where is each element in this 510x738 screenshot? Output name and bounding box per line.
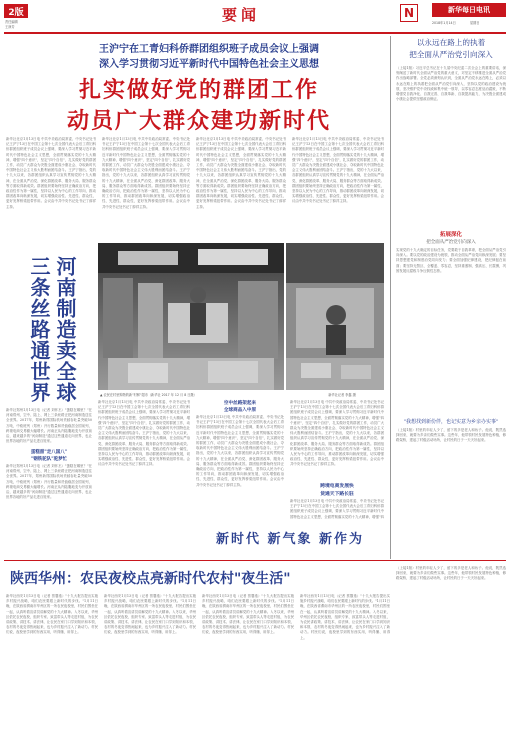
banner-subhead-b: 全球商品入中原: [223, 408, 257, 413]
lead-body-col-2b: 新华社北京1月13日电 中共中央政治局常委、中央书记处书记王沪宁13日在中国工会第十七次全国代表大会后工青妇科侨群团组织班子成员会议上强调，要深入学习贯彻习近平新时代中国特色社会主义思想，全面贯彻落实党的十九大精神，增强"四个意识"，坚定"四个自信"，扎实做好党的群团工作，动员广大群众为决胜全面建成小康社会、夺取新时代中国特色社会主义伟大胜利而团结奋斗。王沪宁指出，党的十九大以来，各群团组织认真学习宣传贯彻党的十九大精神，在全面从严治党、深化群团改革、服务大局、服务群众等方面取得新成效。群团组织要始终坚持正确政治方向，把政治性作为第一属性，坚持以人民为中心的工作导向，推动群团改革向纵深发展，切实增强政治性、先进性、群众性，更好发挥桥梁纽带作用。会议由中共中央书记处书记丁薛祥主持。: [98, 400, 190, 467]
mid-article-body: （上接1版）村里的年轻人少了，留下的多是老人和孩子。他说，既然选择回来，就要为乡亲们做些实事。这些年，他带领村民发展特色种植，修路架桥，建起了村级活动场所，让村民的日子一天天好起来。: [396, 428, 506, 443]
banner-subhead-a: 空中丝路架起来: [223, 401, 257, 406]
section-title: 要闻: [222, 6, 261, 24]
photo-caption-right: 新华社记者 李鑫 摄: [328, 393, 356, 397]
commentary-title-1: 以永远在路上的执着: [416, 38, 486, 47]
subsection-body: 实现党的十九大确定的目标任务，党要敢于自我革命，把全面从严治党引向深入。要以党的政治建设为统领，推动全面从严治党向纵深发展；要坚持思想建党和制度治党同向发力；要全面加强纪律建设，把纪律挺在前面；要坚持无禁区、全覆盖、零容忍，坚持重遏制、强高压、长震慑，巩固发展反腐败斗争压倒性态势。: [396, 248, 506, 273]
lead-body-col-4b: 新华社北京1月13日电 中共中央政治局常委、中央书记处书记王沪宁13日在中国工会第十七次全国代表大会后工青妇科侨群团组织班子成员会议上强调，要深入学习贯彻习近平新时代中国特色社会主义思想，全面贯彻落实党的十九大精神，增强"四个意识"，坚定"四个自信"，扎实做好党的群团工作，动员广大群众为决胜全面建成小康社会、夺取新时代中国特色社会主义伟大胜利而团结奋斗。王沪宁指出，党的十九大以来，各群团组织认真学习宣传贯彻党的十九大精神，在全面从严治党、深化群团改革、服务大局、服务群众等方面取得新成效。群团组织要始终坚持正确政治方向，把政治性作为第一属性，坚持以人民为中心的工作导向，推动群团改革向纵深发展，切实增强政治性、先进性、群众性，更好发挥桥梁纽带作用。会议由中共中央书记处书记丁薛祥主持。: [290, 400, 384, 467]
bottom-body-col-2: 新华社西安1月13日电（记者 蔡馨逸）"十九大报告提出实施乡村振兴战略，咱们农民要跟上新时代的步伐。"1月11日晚，在陕西省渭南市华州区的一所农民夜校里，村民们围坐在一起，认真听着宣讲员讲解党的十九大精神。入冬以来，华州区依托农民夜校，组织专家、致富带头人等走进村组，为农民讲政策、讲技术、讲法律，让农民在家门口学到知识和本领，农村的冬夜变得热闹起来，也为乡村振兴注入了新动力。村民们说，夜校里学到的东西实用，听得懂、用得上。: [104, 594, 196, 635]
small-heading-1: 跨境电商发展快: [320, 484, 354, 489]
mid-article-title: "我想找到新份伴，也记实意为乡亲办实事": [403, 419, 499, 425]
lead-body-col-3: 新华社北京1月13日电 中共中央政治局常委、中央书记处书记王沪宁13日在中国工会第十七次全国代表大会后工青妇科侨群团组织班子成员会议上强调，要深入学习贯彻习近平新时代中国特色社会主义思想，全面贯彻落实党的十九大精神，增强"四个意识"，坚定"四个自信"，扎实做好党的群团工作，动员广大群众为决胜全面建成小康社会、夺取新时代中国特色社会主义伟大胜利而团结奋斗。王沪宁指出，党的十九大以来，各群团组织认真学习宣传贯彻党的十九大精神，在全面从严治党、深化群团改革、服务大局、服务群众等方面取得新成效。群团组织要始终坚持正确政治方向，把政治性作为第一属性，坚持以人民为中心的工作导向，推动群团改革向纵深发展，切实增强政治性、先进性、群众性，更好发挥桥梁纽带作用。会议由中共中央书记处书记丁薛祥主持。: [196, 137, 286, 209]
commentary-body: （上接1版）习近平总书记在十九届中央纪委二次全会上的重要讲话，深刻阐述了新时代全面从严治党的重大意义，对坚定不移推进全面从严治党作出战略部署。全党必须深刻认识到，全面从严治党永远在路上，必须以永远在路上的执着把全面从严治党引向深入，坚持以党的政治建设为统领，坚决维护党中央权威和集中统一领导，以零容忍态度惩治腐败，不断增强党自我净化、自我完善、自我革新、自我提高能力，为决胜全面建成小康社会提供坚强政治保证。: [396, 66, 506, 102]
side-subhead-2: "钢铁驼队"驼梦忙: [30, 457, 68, 462]
side-article-body-top: 新华社郑州1月13日电（记者 刘怀丕）"蛋糕在哪里？"在河南郑州，空中、陆上、网上三条丝路正把河南制造送往全世界。2017年，郑州新郑国际机场货邮吞吐量突破50万吨，中欧班列（郑州）开行数量和货值稳居全国前列，跨境电商交易额大幅增长。河南正从内陆腹地变为开放前沿，越来越多的"河南制造"通过这些通道走向世界，也让世界各地的好产品走进百姓家。: [6, 408, 92, 444]
photo-caption-left: ▲ 农民在村里购物的新"村鲜"超市（新华社 2017 年 12 月 8 日摄）: [100, 393, 197, 397]
header-rule: [4, 32, 506, 34]
factory-photo-illustration: [286, 243, 384, 390]
lead-headline-1: 扎实做好党的群团工作: [78, 78, 319, 103]
lead-body-col-4c: 新华社北京1月13日电 中共中央政治局常委、中央书记处书记王沪宁13日在中国工会第十七次全国代表大会后工青妇科侨群团组织班子成员会议上强调，要深入学习贯彻习近平新时代中国特色社会主义思想，全面贯彻落实党的十九大精神，增强"四: [290, 499, 384, 519]
lead-photo-2: [286, 243, 384, 390]
lead-body-col-4: 新华社北京1月13日电 中共中央政治局常委、中央书记处书记王沪宁13日在中国工会第十七次全国代表大会后工青妇科侨群团组织班子成员会议上强调，要深入学习贯彻习近平新时代中国特色社会主义思想，全面贯彻落实党的十九大精神，增强"四个意识"，坚定"四个自信"，扎实做好党的群团工作，动员广大群众为决胜全面建成小康社会、夺取新时代中国特色社会主义伟大胜利而团结奋斗。王沪宁指出，党的十九大以来，各群团组织认真学习宣传贯彻党的十九大精神，在全面从严治党、深化群团改革、服务大局、服务群众等方面取得新成效。群团组织要始终坚持正确政治方向，把政治性作为第一属性，坚持以人民为中心的工作导向，推动群团改革向纵深发展，切实增强政治性、先进性、群众性，更好发挥桥梁纽带作用。会议由中共中央书记处书记丁薛祥主持。: [292, 137, 384, 204]
side-article-title: 河南制造卖全球 三条丝路通世界: [27, 256, 77, 403]
bottom-top-rule: [4, 560, 506, 561]
lead-kicker-2: 深入学习贯彻习近平新时代中国特色社会主义思想: [99, 59, 319, 70]
lead-kicker-1: 王沪宁在工青妇科侨群团组织班子成员会议上强调: [99, 44, 319, 55]
lead-headline-2: 动员广大群众建功新时代: [66, 109, 331, 134]
bottom-body-col-1: 新华社西安1月13日电（记者 蔡馨逸）"十九大报告提出实施乡村振兴战略，咱们农民要跟上新时代的步伐。"1月11日晚，在陕西省渭南市华州区的一所农民夜校里，村民们围坐在一起，认真听着宣讲员讲解党的十九大精神。入冬以来，华州区依托农民夜校，组织专家、致富带头人等走进村组，为农民讲政策、讲技术、讲法律，让农民在家门口学到知识和本领，农村的冬夜变得热闹起来，也为乡村振兴注入了新动力。村民们说，夜校里学到的东西实用，听得懂、用得上。: [6, 594, 98, 635]
slogan-banner: [196, 524, 384, 550]
side-subhead-1: 蛋糕甜"走八国八": [30, 450, 68, 455]
bottom-body-col-4: 新华社西安1月13日电（记者 蔡馨逸）"十九大报告提出实施乡村振兴战略，咱们农民要跟上新时代的步伐。"1月11日晚，在陕西省渭南市华州区的一所农民夜校里，村民们围坐在一起，认真听着宣讲员讲解党的十九大精神。入冬以来，华州区依托农民夜校，组织专家、致富带头人等走进村组，为农民讲政策、讲技术、讲法律，让农民在家门口学到知识和本领，农村的冬夜变得热闹起来，也为乡村振兴注入了新动力。村民们说，夜校里学到的东西实用，听得懂、用得上。: [300, 594, 390, 640]
edition-editor-label: 责任编辑: [5, 20, 18, 24]
lead-body-col-2: 新华社北京1月13日电 中共中央政治局常委、中央书记处书记王沪宁13日在中国工会第十七次全国代表大会后工青妇科侨群团组织班子成员会议上强调，要深入学习贯彻习近平新时代中国特色社会主义思想，全面贯彻落实党的十九大精神，增强"四个意识"，坚定"四个自信"，扎实做好党的群团工作，动员广大群众为决胜全面建成小康社会、夺取新时代中国特色社会主义伟大胜利而团结奋斗。王沪宁指出，党的十九大以来，各群团组织认真学习宣传贯彻党的十九大精神，在全面从严治党、深化群团改革、服务大局、服务群众等方面取得新成效。群团组织要始终坚持正确政治方向，把政治性作为第一属性，坚持以人民为中心的工作导向，推动群团改革向纵深发展，切实增强政治性、先进性、群众性，更好发挥桥梁纽带作用。会议由中共中央书记处书记丁薛祥主持。: [102, 137, 190, 209]
lead-body-col-3b: 新华社北京1月13日电 中共中央政治局常委、中央书记处书记王沪宁13日在中国工会第十七次全国代表大会后工青妇科侨群团组织班子成员会议上强调，要深入学习贯彻习近平新时代中国特色社会主义思想，全面贯彻落实党的十九大精神，增强"四个意识"，坚定"四个自信"，扎实做好党的群团工作，动员广大群众为决胜全面建成小康社会、夺取新时代中国特色社会主义伟大胜利而团结奋斗。王沪宁指出，党的十九大以来，各群团组织认真学习宣传贯彻党的十九大精神，在全面从严治党、深化群团改革、服务大局、服务群众等方面取得新成效。群团组织要始终坚持正确政治方向，把政治性作为第一属性，坚持以人民为中心的工作导向，推动群团改革向纵深发展，切实增强政治性、先进性、群众性，更好发挥桥梁纽带作用。会议由中共中央书记处书记丁薛祥主持。: [196, 415, 284, 487]
lead-photo: [98, 243, 284, 390]
bottom-body-col-3: 新华社西安1月13日电（记者 蔡馨逸）"十九大报告提出实施乡村振兴战略，咱们农民要跟上新时代的步伐。"1月11日晚，在陕西省渭南市华州区的一所农民夜校里，村民们围坐在一起，认真听着宣讲员讲解党的十九大精神。入冬以来，华州区依托农民夜校，组织专家、致富带头人等走进村组，为农民讲政策、讲技术、讲法律，让农民在家门口学到知识和本领，农村的冬夜变得热闹起来，也为乡村振兴注入了新动力。村民们说，夜校里学到的东西实用，听得懂、用得上。: [202, 594, 294, 635]
slogan-text: 新时代 新气象 新作为: [215, 531, 365, 547]
right-column-divider: [390, 36, 391, 559]
day-line: 星期日: [470, 21, 480, 25]
edition-editor-name: 王润芳: [5, 25, 15, 29]
small-heading-2: 货通天下路长驻: [320, 492, 354, 497]
lead-body-col-1: 新华社北京1月13日电 中共中央政治局常委、中央书记处书记王沪宁13日在中国工会第十七次全国代表大会后工青妇科侨群团组织班子成员会议上强调，要深入学习贯彻习近平新时代中国特色社会主义思想，全面贯彻落实党的十九大精神，增强"四个意识"，坚定"四个自信"，扎实做好党的群团工作，动员广大群众为决胜全面建成小康社会、夺取新时代中国特色社会主义伟大胜利而团结奋斗。王沪宁指出，党的十九大以来，各群团组织认真学习宣传贯彻党的十九大精神，在全面从严治党、深化群团改革、服务大局、服务群众等方面取得新成效。群团组织要始终坚持正确政治方向，把政治性作为第一属性，坚持以人民为中心的工作导向，推动群团改革向纵深发展，切实增强政治性、先进性、群众性，更好发挥桥梁纽带作用。会议由中共中央书记处书记丁薛祥主持。: [6, 137, 96, 209]
side-article-body: 新华社郑州1月13日电（记者 刘怀丕）"蛋糕在哪里？"在河南郑州，空中、陆上、网上三条丝路正把河南制造送往全世界。2017年，郑州新郑国际机场货邮吞吐量突破50万吨，中欧班列（郑州）开行数量和货值稳居全国前列，跨境电商交易额大幅增长。河南正从内陆腹地变为开放前沿，越来越多的"河南制造"通过这些通道走向世界，也让世界各地的好产品走进百姓家。: [6, 464, 92, 500]
bottom-headline: 陕西华州：农民夜校点亮新时代农村"夜生活": [10, 571, 291, 587]
commentary-title-2: 把全面从严治党引向深入: [409, 50, 493, 59]
date-line: 2018年1月14日: [432, 21, 456, 25]
page-number-badge: 2版: [4, 4, 28, 18]
subsection-title: 拓展深化: [439, 232, 462, 238]
bottom-body-col-5: （上接1版）村里的年轻人少了，留下的多是老人和孩子。他说，既然选择回来，就要为乡亲们做些实事。这些年，他带领村民发展特色种植，修路架桥，建起了村级活动场所，让村民的日子一天天好起来。: [396, 566, 506, 581]
paper-name: 新华每日电讯: [432, 3, 506, 17]
supermarket-photo-illustration: [98, 243, 284, 390]
subsection-subtitle: 把全面从严治党引向深入: [426, 240, 476, 245]
brand-mark-logo: N: [400, 4, 418, 22]
